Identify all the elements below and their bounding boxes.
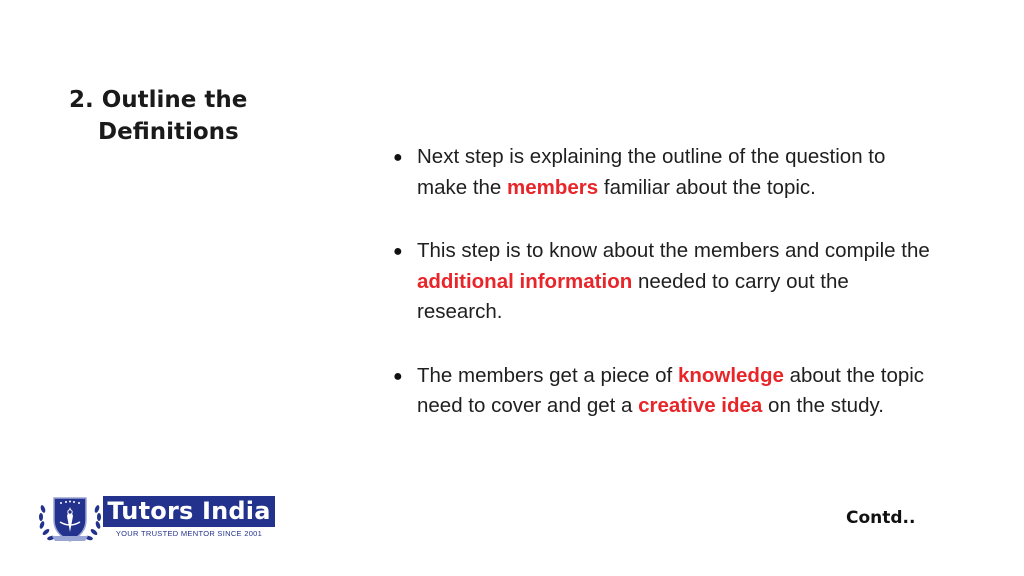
logo-brand-name: Tutors India xyxy=(103,496,275,527)
logo-tagline: YOUR TRUSTED MENTOR SINCE 2001 xyxy=(115,529,263,538)
contd-label: Contd.. xyxy=(846,508,916,528)
bullet-3-highlight-1: knowledge xyxy=(677,363,784,387)
bullet-3-highlight-2: creative idea xyxy=(638,394,763,417)
heading-line-2: Definitions xyxy=(98,119,239,145)
bullet-3-text-after: on the study. xyxy=(762,394,884,417)
bullet-1-text-after: familiar about the topic. xyxy=(598,175,816,199)
slide-heading xyxy=(69,84,247,148)
tutors-india-logo xyxy=(36,492,276,544)
bullet-3-text-before: The members get a piece of xyxy=(417,363,678,387)
bullet-item-3 xyxy=(393,361,933,422)
bullet-item-2 xyxy=(393,236,933,328)
bullet-item-1 xyxy=(393,142,933,203)
bullet-2-highlight: additional information xyxy=(417,269,633,293)
bullet-dot-icon: ● xyxy=(393,149,403,166)
laurel-crest-icon xyxy=(36,492,104,544)
bullet-dot-icon: ● xyxy=(393,367,403,385)
bullet-1-highlight: members xyxy=(507,175,599,199)
bullet-3-text-middle: about the topic need to cover and get a xyxy=(417,363,925,417)
bullet-list xyxy=(393,142,933,455)
bullet-dot-icon: ● xyxy=(393,243,403,260)
bullet-2-text-before: This step is to know about the members and compile the xyxy=(417,239,930,262)
bullet-1-text-before: Next step is explaining the outline of the question to make the xyxy=(417,145,886,199)
heading-line-1: 2. Outline the xyxy=(69,87,248,113)
bullet-2-text-after: needed to carry out the research. xyxy=(417,269,849,323)
